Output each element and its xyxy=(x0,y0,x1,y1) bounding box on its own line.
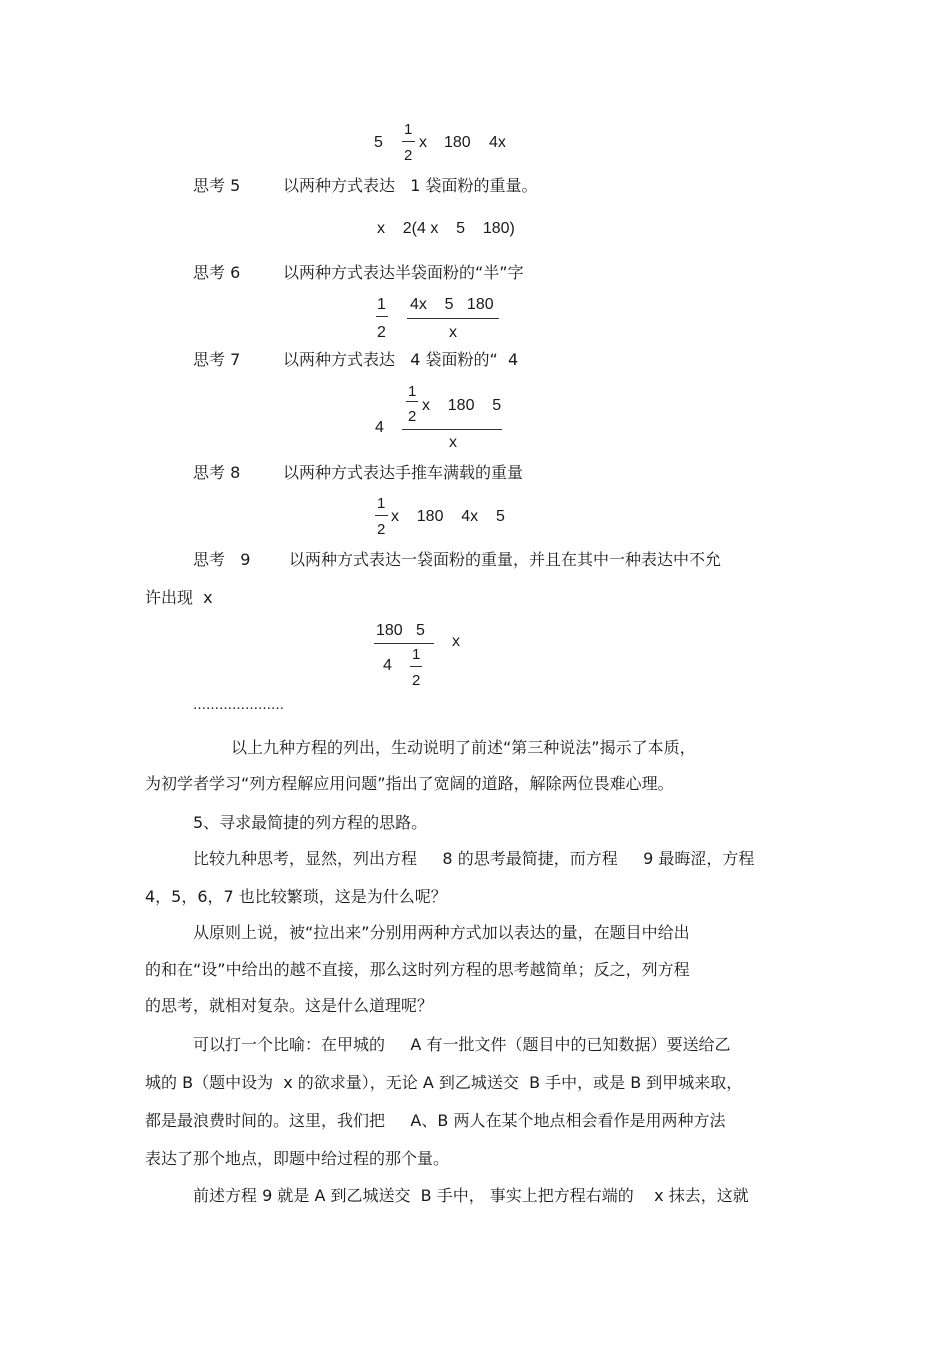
q6-label: 思考 6 xyxy=(193,263,241,282)
section-heading: 5、寻求最简捷的列方程的思路。 xyxy=(193,813,428,832)
q9-small-den: 2 xyxy=(412,672,421,689)
q8-frac-num: 1 xyxy=(377,495,386,512)
q6-frac-num: 1 xyxy=(377,296,386,313)
q7-text: 以两种方式表达 4 袋面粉的“ 4 xyxy=(283,350,519,369)
q8-frac-den: 2 xyxy=(377,521,386,538)
frac-num: 1 xyxy=(404,121,413,138)
eq-4x: 4x xyxy=(489,134,506,151)
para-line-6: 从原则上说，被“拉出来”分别用两种方式加以表达的量，在题目中给出 xyxy=(193,923,690,942)
q8-frac-line xyxy=(375,515,388,516)
para-line-10: 城的 B（题中设为 x 的欲求量），无论 A 到乙城送交 B 手中，或是 B 到甲城来取， xyxy=(145,1073,743,1092)
para-line-8: 的思考，就相对复杂。这是什么道理呢？ xyxy=(145,996,434,1015)
para-line-12: 表达了那个地点，即题中给过程的那个量。 xyxy=(145,1149,450,1168)
q6-right-num: 4x 5 180 xyxy=(410,296,494,313)
q9-label: 思考 9 xyxy=(193,550,251,569)
q7-small-den: 2 xyxy=(408,408,417,425)
ellipsis-dots: ………………… xyxy=(193,698,284,713)
q9-den-four: 4 xyxy=(383,657,392,674)
q6-frac-line-right xyxy=(407,318,499,319)
q6-frac-line-left xyxy=(376,316,388,317)
para-line-11: 都是最浪费时间的。这里，我们把 A、B 两人在某个地点相会看作是用两种方法 xyxy=(145,1111,726,1130)
q9-num: 180 5 xyxy=(376,622,425,639)
q6-frac-den: 2 xyxy=(377,324,386,341)
q8-rest: x 180 4x 5 xyxy=(391,508,505,525)
eq-five: 5 xyxy=(374,134,383,151)
para-line-2: 为初学者学习“列方程解应用问题”指出了宽阔的道路，解除两位畏难心理。 xyxy=(145,774,674,793)
q9-main-line xyxy=(374,643,434,644)
para-line-5: 4，5，6，7 也比较繁琐，这是为什么呢？ xyxy=(145,887,447,906)
frac-line xyxy=(402,141,415,142)
para-line-1: 以上九种方程的列出，生动说明了前述“第三种说法”揭示了本质， xyxy=(231,738,696,757)
q7-num-rest: x 180 5 xyxy=(422,397,502,414)
q5-equation: x 2(4 x 5 180) xyxy=(377,220,515,237)
q7-small-line xyxy=(406,401,418,402)
q9-small-num: 1 xyxy=(412,646,421,663)
eq-x: x xyxy=(419,134,427,151)
q7-small-num: 1 xyxy=(408,383,417,400)
q8-label: 思考 8 xyxy=(193,463,241,482)
para-line-7: 的和在“设”中给出的越不直接，那么这时列方程的思考越简单；反之，列方程 xyxy=(145,960,690,979)
para-line-9: 可以打一个比喻：在甲城的 A 有一批文件（题目中的已知数据）要送给乙 xyxy=(193,1035,731,1054)
q9-small-line xyxy=(410,666,422,667)
q5-text: 以两种方式表达 1 袋面粉的重量。 xyxy=(283,176,538,195)
q9-text: 以两种方式表达一袋面粉的重量，并且在其中一种表达中不允 xyxy=(289,550,722,569)
q5-label: 思考 5 xyxy=(193,176,241,195)
q6-right-den: x xyxy=(449,324,457,341)
q7-label: 思考 7 xyxy=(193,350,241,369)
q7-four: 4 xyxy=(375,419,384,436)
q7-main-line xyxy=(402,429,502,430)
para-line-4: 比较九种思考，显然，列出方程 8 的思考最简捷，而方程 9 最晦涩，方程 xyxy=(193,849,755,868)
q8-text: 以两种方式表达手推车满载的重量 xyxy=(283,463,524,482)
q9-text-cont: 许出现 x xyxy=(145,588,213,607)
q9-x: x xyxy=(452,633,460,650)
q6-text: 以两种方式表达半袋面粉的“半”字 xyxy=(283,263,524,282)
q7-den: x xyxy=(449,434,457,451)
frac-den: 2 xyxy=(404,147,413,164)
para-line-13: 前述方程 9 就是 A 到乙城送交 B 手中， 事实上把方程右端的 x 抹去，这就 xyxy=(193,1186,749,1205)
eq-180: 180 xyxy=(444,134,471,151)
